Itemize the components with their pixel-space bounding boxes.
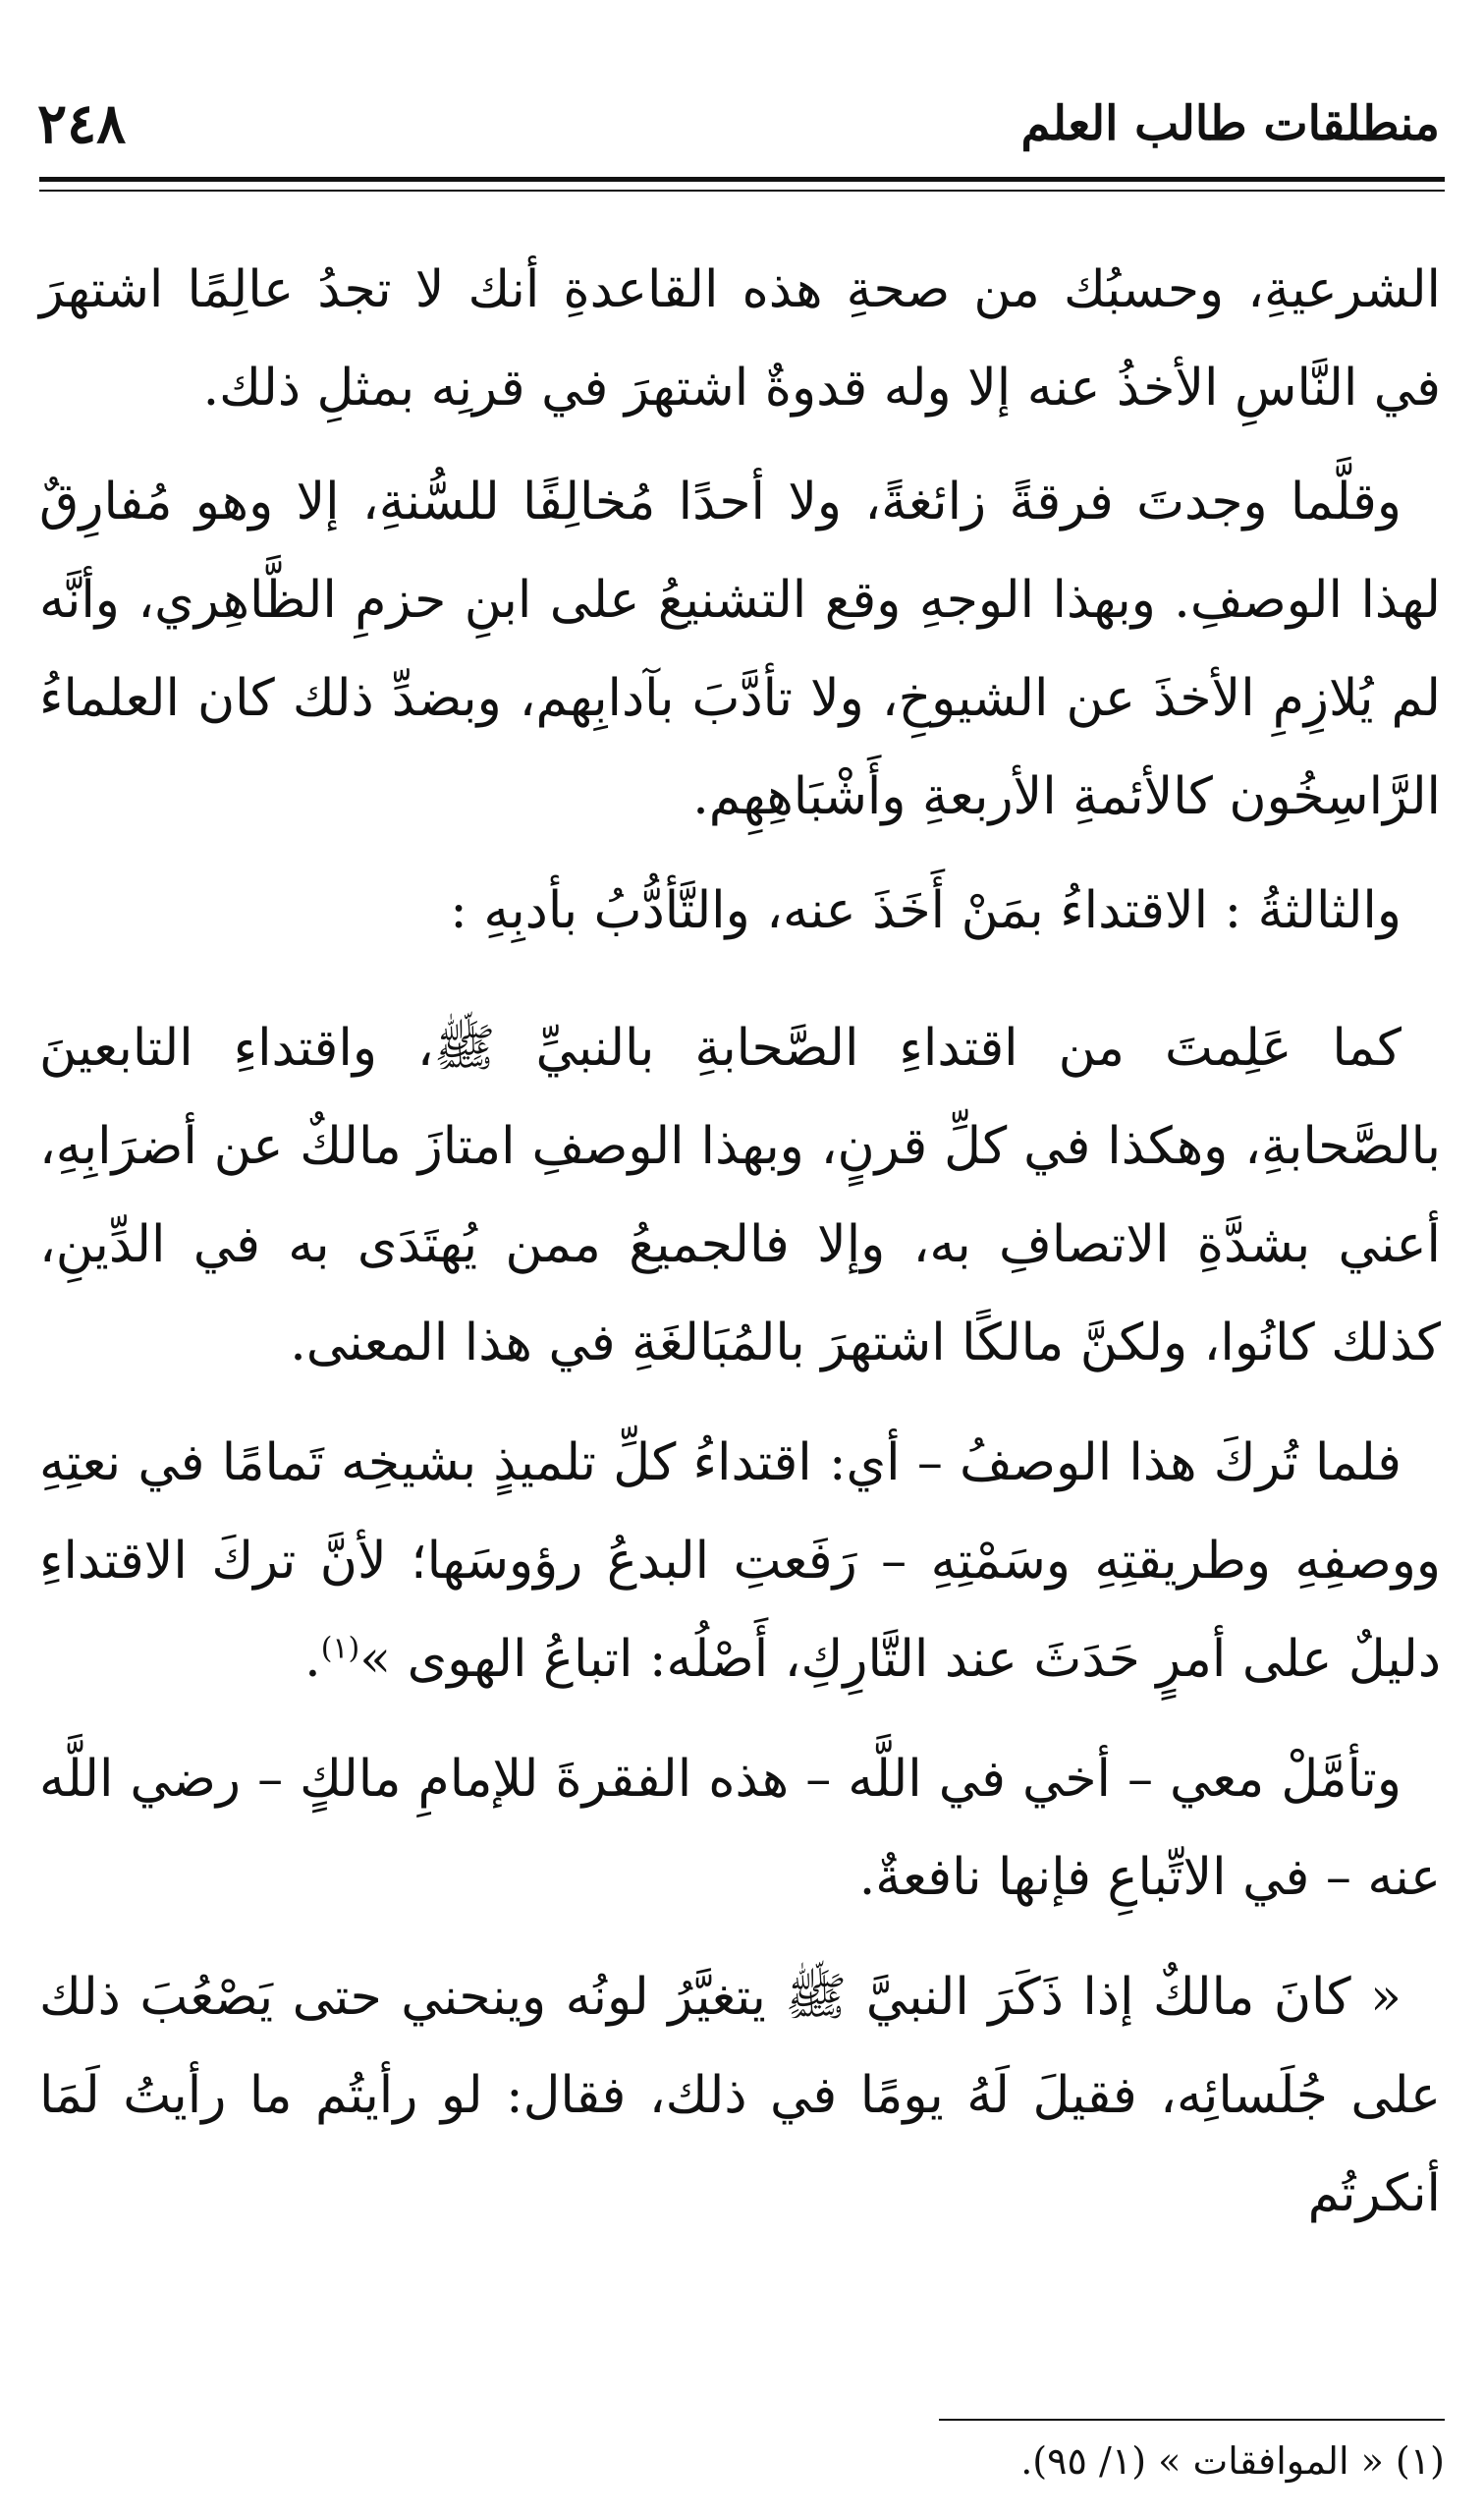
header-rule-thick — [39, 177, 1445, 182]
page-number: ٢٤٨ — [37, 91, 127, 156]
paragraph-3: والثالثةُ : الاقتداءُ بمَنْ أَخَذَ عنه، والتَّأدُّبُ بأدبِهِ : — [450, 881, 1402, 940]
paragraph-5 — [39, 1414, 1441, 1708]
footnote: (١) « الموافقات » (١/ ٩٥). — [1020, 2439, 1445, 2483]
running-title: منطلقات طالب العلم — [1020, 96, 1440, 151]
paragraph-5-end: . — [304, 1630, 321, 1689]
paragraph-6: وتأمَّلْ معي – أخي في اللَّه – هذه الفقرةَ للإمامِ مالكٍ – رضي اللَّه عنه – في الاتِّباعِ فإنها نافعةٌ. — [39, 1750, 1441, 1907]
paragraph-1: الشرعيةِ، وحسبُك من صحةِ هذه القاعدةِ أنك لا تجدُ عالِمًا اشتهرَ في النَّاسِ الأخذُ عنه إلا وله قدوةٌ اشتهرَ في قرنِه بمثلِ ذلك. — [39, 260, 1441, 418]
footnote-rule — [939, 2419, 1445, 2421]
paragraph-5-text: فلما تُركَ هذا الوصفُ – أي: اقتداءُ كلِّ تلميذٍ بشيخِه تَمامًا في نعتِهِ ووصفِهِ وطريقتِهِ وسَمْتِهِ – رَفَعتِ البدعُ رؤوسَها؛ لأنَّ تركَ الاقتداءِ دليلٌ على أمرٍ حَدَثَ عند التَّارِكِ، أَصْلُه: اتباعُ الهوى » — [39, 1433, 1441, 1689]
header-rule-thin — [39, 190, 1445, 192]
paragraph-4: كما عَلِمتَ من اقتداءِ الصَّحابةِ بالنبيِّ ﷺ، واقتداءِ التابعينَ بالصَّحابةِ، وهكذا في كلِّ قرنٍ، وبهذا الوصفِ امتازَ مالكٌ عن أضرَابِهِ، أعني بشدَّةِ الاتصافِ به، وإلا فالجميعُ ممن يُهتَدَى به في الدِّينِ، كذلك كانُوا، ولكنَّ مالكًا اشتهرَ بالمُبَالغَةِ في هذا المعنى. — [39, 1019, 1441, 1372]
page-header — [37, 91, 1440, 156]
main-text — [39, 241, 1441, 2243]
paragraph-7: « كانَ مالكٌ إذا ذَكَرَ النبيَّ ﷺ يتغيَّرُ لونُه وينحني حتى يَصْعُبَ ذلك على جُلَسائِه، فقيلَ لَهُ يومًا في ذلك، فقال: لو رأيتُم ما رأيتُ لَمَا أنكرتُم — [39, 1968, 1441, 2223]
footnote-reference: (١) — [320, 1631, 360, 1666]
paragraph-2: وقلَّما وجدتَ فرقةً زائغةً، ولا أحدًا مُخالِفًا للسُّنةِ، إلا وهو مُفارِقٌ لهذا الوصفِ. وبهذا الوجهِ وقع التشنيعُ على ابنِ حزمِ الظَّاهِري، وأنَّه لم يُلازِمِ الأخذَ عن الشيوخِ، ولا تأدَّبَ بآدابِهم، وبضدِّ ذلك كان العلماءُ الرَّاسِخُون كالأئمةِ الأربعةِ وأَشْبَاهِهِم. — [39, 473, 1441, 826]
